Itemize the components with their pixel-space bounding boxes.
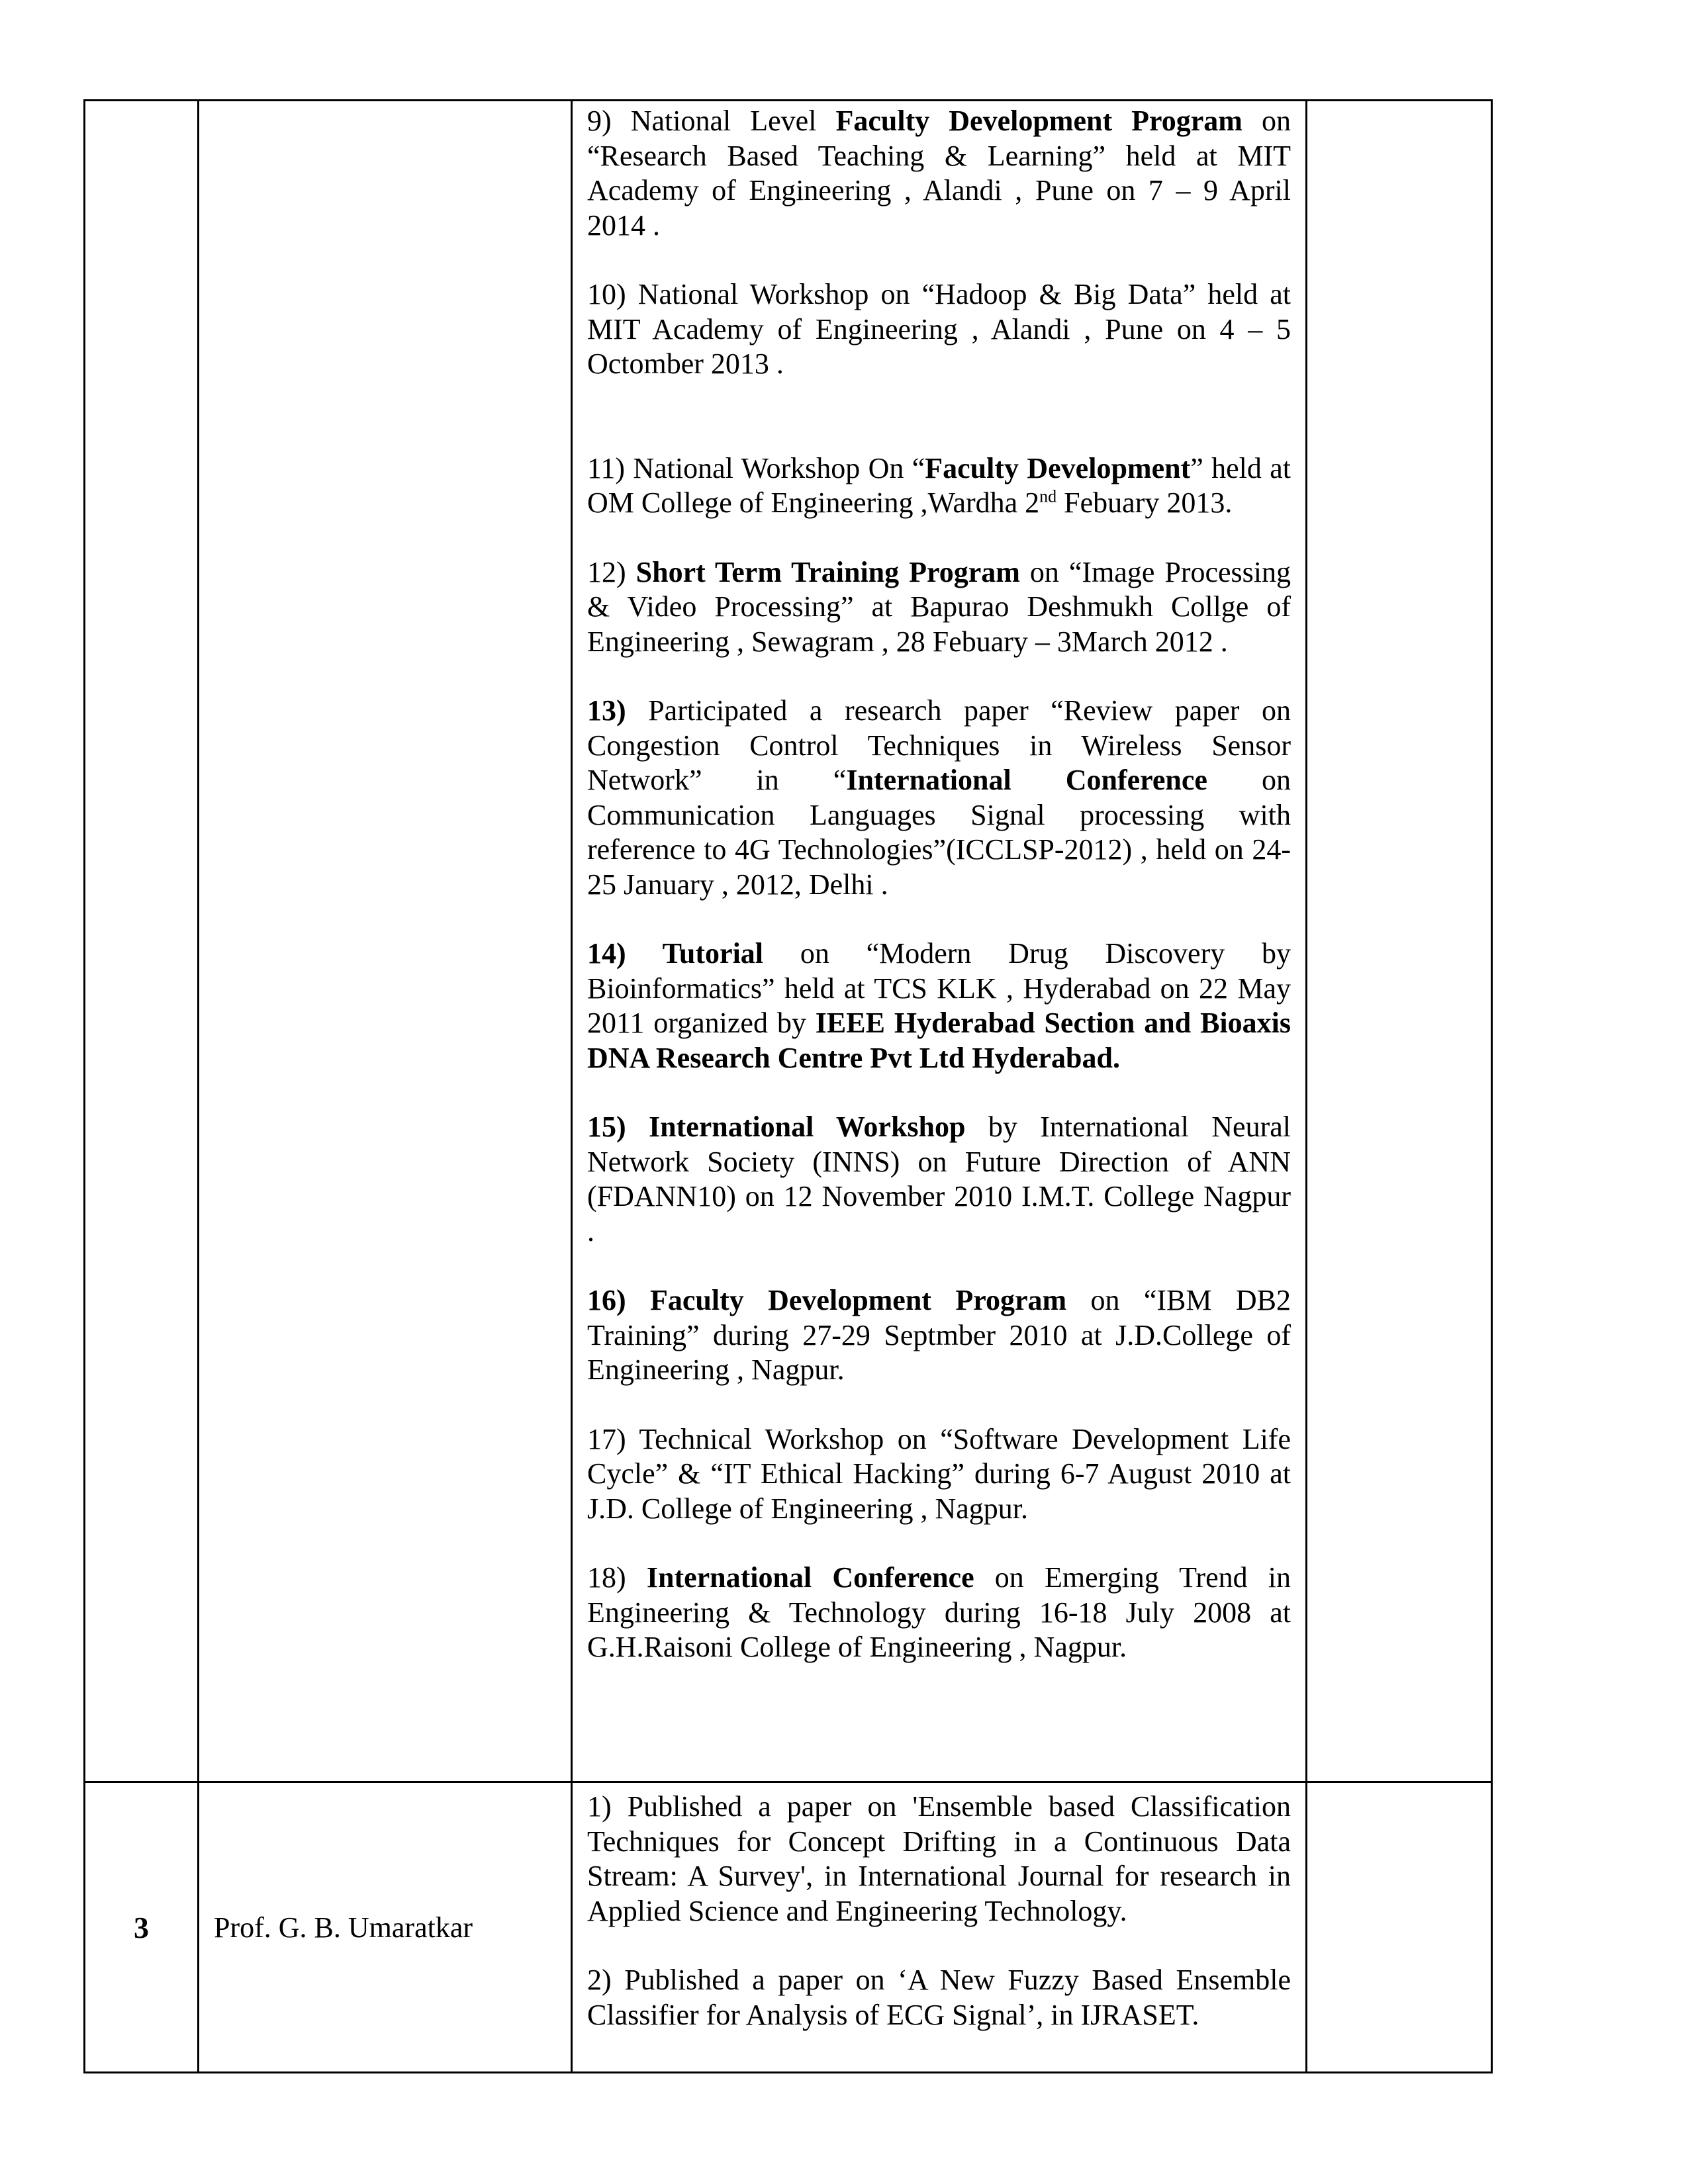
entry-text: 9) National Level [587, 105, 836, 137]
remarks-cell [1307, 101, 1492, 1782]
serial-number-cell: 3 [85, 1782, 199, 2073]
entry-text: on “IBM DB2 Training” during 27-29 Septmber 2010 at J.D.College of Engineering , Nagpur. [587, 1284, 1291, 1386]
details-cell [572, 1782, 1307, 2073]
entry-text: on “Image Processing & Video Processing” at Bapurao Deshmukh Collge of Engineering , Sewagram , 28 Febuary – 3March 2012 . [587, 555, 1291, 658]
entry-text: by International Neural Network Society (INNS) on Future Direction of ANN (FDANN10) on 12 November 2010 I.M.T. College Nagpur . [587, 1111, 1291, 1248]
serial-number-cell [85, 101, 199, 1782]
entry-text: 2) Published a paper on ‘A New Fuzzy Based Ensemble Classifier for Analysis of ECG Signal’, in IJRASET. [587, 1964, 1291, 2031]
bold-text: International Conference [846, 764, 1207, 796]
bold-text: 16) Faculty Development Program [587, 1284, 1067, 1316]
entries-list [587, 1790, 1291, 2032]
entry-text: 11) National Workshop On “ [587, 451, 925, 484]
entry-item [587, 1283, 1291, 1388]
faculty-name-cell [199, 101, 572, 1782]
entry-text: Febuary 2013. [1056, 486, 1233, 519]
entries-list [587, 104, 1291, 1665]
entry-text: 1) Published a paper on 'Ensemble based Classification Techniques for Concept Drifting in a Continuous Data Stream: A Survey', in International Journal for research in Applied Science and Engineering Technology. [587, 1790, 1291, 1927]
entry-text: 10) National Workshop on “Hadoop & Big Data” held at MIT Academy of Engineering , Alandi , Pune on 4 – 5 Octomber 2013 . [587, 278, 1291, 380]
table-row-continued [85, 101, 1492, 1782]
bold-text: 13) [587, 694, 626, 727]
entry-item [587, 1963, 1291, 2032]
entry-item [587, 555, 1291, 660]
bold-text: 14) Tutorial [587, 937, 764, 970]
remarks-cell [1307, 1782, 1492, 2073]
entry-text: 18) [587, 1561, 647, 1594]
bold-text: International Conference [646, 1561, 974, 1594]
entry-text: 12) [587, 555, 636, 588]
entry-item [587, 1110, 1291, 1249]
entry-text: on Emerging Trend in Engineering & Technology during 16-18 July 2008 at G.H.Raisoni College of Engineering , Nagpur. [587, 1561, 1291, 1663]
bold-text: Faculty Development [925, 451, 1191, 484]
entry-item [587, 1422, 1291, 1527]
entry-item [587, 694, 1291, 902]
bold-text: Short Term Training Program [635, 555, 1020, 588]
table-row-faculty [85, 1782, 1492, 2073]
activities-table [83, 99, 1493, 2073]
details-cell [572, 101, 1307, 1782]
entry-text: on “Modern Drug Discovery by Bioinformatics” held at TCS KLK , Hyderabad on 22 May 2011 organized by [587, 937, 1291, 1039]
entry-text: 17) Technical Workshop on “Software Development Life Cycle” & “IT Ethical Hacking” during 6-7 August 2010 at J.D. College of Engineering , Nagpur. [587, 1422, 1291, 1525]
entry-item [587, 1790, 1291, 1929]
entry-item [587, 936, 1291, 1075]
entry-item [587, 277, 1291, 382]
entry-text: ” held at OM College of Engineering ,Wardha 2 [587, 451, 1291, 519]
superscript-text: nd [1039, 486, 1057, 506]
entry-text: on “Research Based Teaching & Learning” held at MIT Academy of Engineering , Alandi , Pune on 7 – 9 April 2014 . [587, 105, 1291, 242]
bold-text: IEEE Hyderabad Section and Bioaxis DNA Research Centre Pvt Ltd Hyderabad. [587, 1007, 1291, 1074]
faculty-name-cell: Prof. G. B. Umaratkar [199, 1782, 572, 2073]
entry-item [587, 451, 1291, 521]
entry-text: on Communication Languages Signal processing with reference to 4G Technologies”(ICCLSP-2012) , held on 24-25 January , 2012, Delhi . [587, 764, 1291, 901]
bold-text: 15) International Workshop [587, 1111, 966, 1143]
bold-text: Faculty Development Program [835, 105, 1243, 137]
entry-item [587, 104, 1291, 243]
entry-item [587, 1561, 1291, 1665]
entry-text: Participated a research paper “Review paper on Congestion Control Techniques in Wireless Sensor Network” in “ [587, 694, 1291, 796]
